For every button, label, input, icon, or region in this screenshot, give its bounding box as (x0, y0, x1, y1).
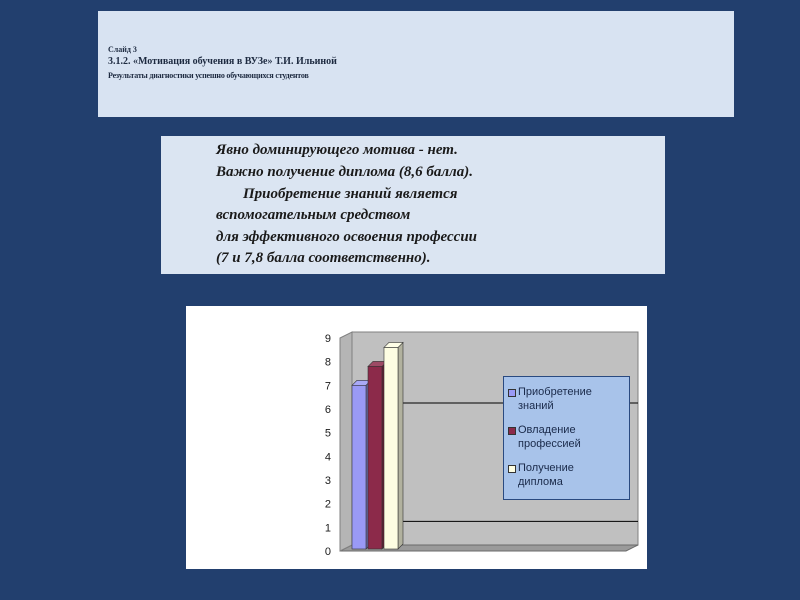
legend-swatch (508, 465, 516, 473)
bar (368, 366, 382, 549)
summary-line: Приобретение знаний является (243, 186, 458, 202)
legend-label: Приобретение знаний (518, 386, 592, 412)
y-tick-label: 7 (324, 380, 331, 393)
legend-label: Получение диплома (518, 462, 574, 488)
slide-title: 3.1.2. «Мотивация обучения в ВУЗе» Т.И. Ильиной (108, 56, 337, 67)
y-tick-label: 1 (324, 522, 331, 535)
slide-title-box (98, 11, 734, 117)
bar-side (398, 342, 403, 549)
y-tick-label: 8 (324, 356, 331, 369)
summary-text-box (161, 136, 665, 274)
legend-swatch (508, 389, 516, 397)
y-tick-label: 5 (324, 427, 331, 440)
summary-line: вспомогательным средством (216, 207, 411, 223)
plot-side-wall (340, 332, 352, 551)
bar (352, 385, 366, 549)
chart-panel (186, 306, 647, 569)
legend-label: Овладение профессией (518, 424, 581, 450)
y-tick-label: 2 (324, 498, 331, 511)
slide-number: Слайд 3 (108, 45, 137, 54)
slide-subtitle: Результаты диагностики успешно обучающихся студентов (108, 71, 309, 80)
bar (384, 347, 398, 549)
y-tick-label: 9 (324, 333, 331, 345)
legend-swatch (508, 427, 516, 435)
y-tick-label: 3 (324, 475, 331, 487)
summary-line: (7 и 7,8 балла соответственно). (216, 250, 431, 266)
y-tick-label: 0 (324, 546, 331, 558)
y-tick-label: 6 (324, 404, 331, 416)
summary-line: для эффективного освоения профессии (216, 229, 478, 245)
summary-line: Важно получение диплома (8,6 балла). (216, 164, 473, 180)
chart-legend (503, 376, 630, 500)
summary-line: Явно доминирующего мотива - нет. (216, 142, 458, 158)
y-tick-label: 4 (324, 451, 331, 464)
